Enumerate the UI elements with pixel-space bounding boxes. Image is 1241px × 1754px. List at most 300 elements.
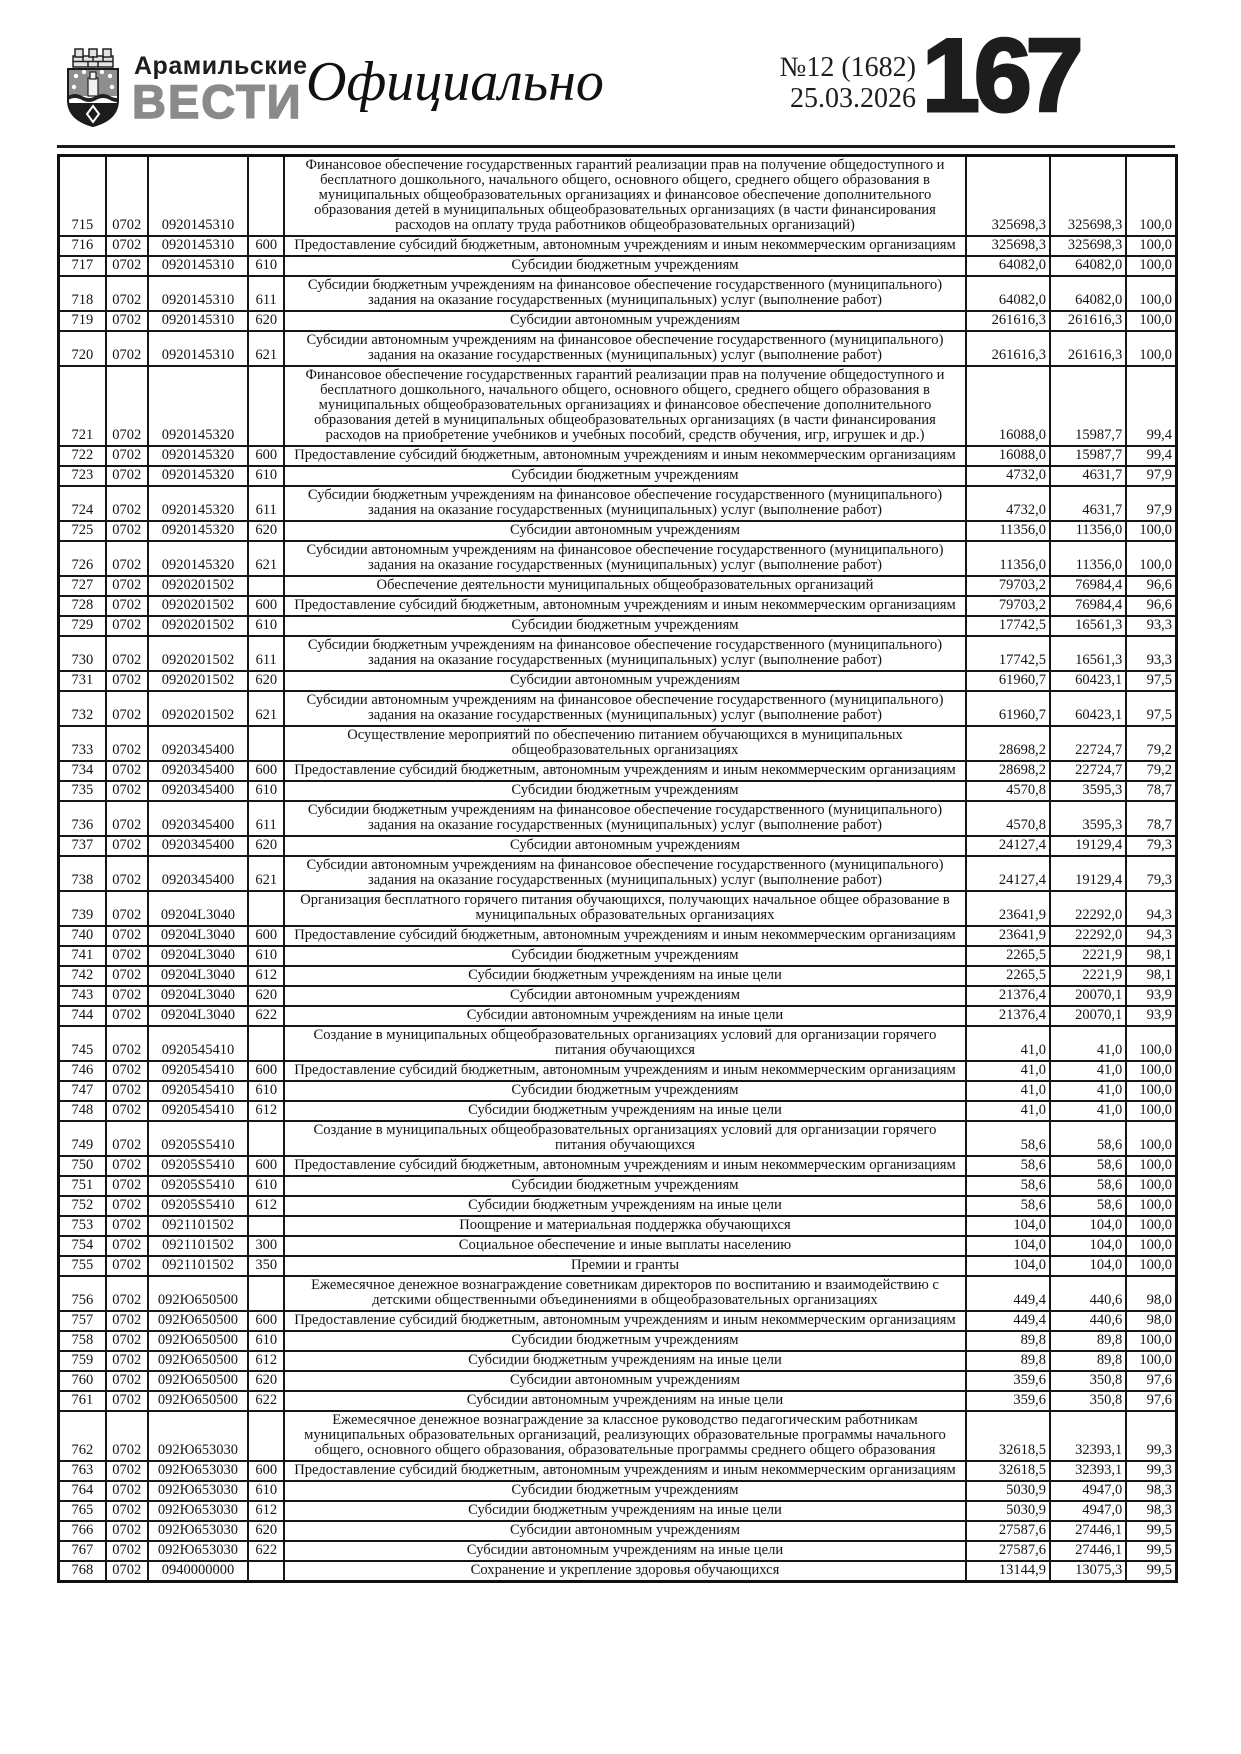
description-cell: Субсидии автономным учреждениям на финансовое обеспечение государственного (муниципального) задания на оказание государственных (муниципальных) услуг (выполнение работ) — [284, 331, 965, 366]
table-row — [59, 946, 1177, 966]
percent-cell: 100,0 — [1126, 1176, 1176, 1196]
percent-cell: 97,5 — [1126, 671, 1176, 691]
row-number-cell: 727 — [59, 576, 106, 596]
section-code-cell: 0702 — [106, 521, 148, 541]
coat-of-arms-icon — [60, 46, 126, 128]
target-article-cell: 092Ю653030 — [148, 1521, 248, 1541]
target-article-cell: 0920145320 — [148, 366, 248, 446]
description-cell: Создание в муниципальных общеобразовательных организациях условий для организации горячего питания обучающихся — [284, 1026, 965, 1061]
description-cell: Организация бесплатного горячего питания обучающихся, получающих начальное общее образование в муниципальных образовательных организациях — [284, 891, 965, 926]
section-code-cell: 0702 — [106, 891, 148, 926]
target-article-cell: 0920345400 — [148, 801, 248, 836]
table-row — [59, 1371, 1177, 1391]
target-article-cell: 0920145310 — [148, 256, 248, 276]
plan-amount-cell: 359,6 — [966, 1391, 1050, 1411]
percent-cell: 79,3 — [1126, 856, 1176, 891]
expense-type-cell — [248, 1216, 284, 1236]
section-code-cell: 0702 — [106, 1461, 148, 1481]
executed-amount-cell: 58,6 — [1050, 1176, 1126, 1196]
percent-cell: 100,0 — [1126, 1081, 1176, 1101]
percent-cell: 94,3 — [1126, 926, 1176, 946]
plan-amount-cell: 61960,7 — [966, 671, 1050, 691]
executed-amount-cell: 22724,7 — [1050, 726, 1126, 761]
percent-cell: 93,9 — [1126, 986, 1176, 1006]
table-row — [59, 1256, 1177, 1276]
table-row — [59, 691, 1177, 726]
section-code-cell: 0702 — [106, 926, 148, 946]
description-cell: Субсидии автономным учреждениям — [284, 521, 965, 541]
table-row — [59, 616, 1177, 636]
section-code-cell: 0702 — [106, 1561, 148, 1582]
percent-cell: 100,0 — [1126, 1026, 1176, 1061]
target-article-cell: 09205S5410 — [148, 1196, 248, 1216]
brand-name-top: Арамильские — [134, 52, 308, 80]
percent-cell: 99,5 — [1126, 1561, 1176, 1582]
description-cell: Субсидии автономным учреждениям — [284, 311, 965, 331]
section-code-cell: 0702 — [106, 1351, 148, 1371]
description-cell: Финансовое обеспечение государственных гарантий реализации прав на получение общедоступного и бесплатного дошкольного, начального общего, основного общего, среднего общего образования в муниципальных общеобразовательных организациях и финансовое обеспечение дополнительного образования детей в муниципальных общеобразовательных организациях (в части финансирования расходов на приобретение учебников и учебных пособий, средств обучения, игр, игрушек и др.) — [284, 366, 965, 446]
plan-amount-cell: 449,4 — [966, 1311, 1050, 1331]
section-code-cell: 0702 — [106, 256, 148, 276]
percent-cell: 100,0 — [1126, 1121, 1176, 1156]
row-number-cell: 747 — [59, 1081, 106, 1101]
plan-amount-cell: 2265,5 — [966, 946, 1050, 966]
section-code-cell: 0702 — [106, 671, 148, 691]
row-number-cell: 762 — [59, 1411, 106, 1461]
section-code-cell: 0702 — [106, 726, 148, 761]
expense-type-cell: 611 — [248, 486, 284, 521]
expense-type-cell: 612 — [248, 1101, 284, 1121]
expense-type-cell: 600 — [248, 1156, 284, 1176]
budget-table-container — [57, 154, 1178, 1583]
table-row — [59, 1196, 1177, 1216]
row-number-cell: 746 — [59, 1061, 106, 1081]
target-article-cell: 0920201502 — [148, 636, 248, 671]
section-code-cell: 0702 — [106, 1411, 148, 1461]
table-row — [59, 311, 1177, 331]
executed-amount-cell: 41,0 — [1050, 1081, 1126, 1101]
expense-type-cell: 621 — [248, 856, 284, 891]
target-article-cell: 092Ю653030 — [148, 1501, 248, 1521]
section-code-cell: 0702 — [106, 966, 148, 986]
percent-cell: 93,9 — [1126, 1006, 1176, 1026]
plan-amount-cell: 4570,8 — [966, 781, 1050, 801]
expense-type-cell: 600 — [248, 446, 284, 466]
target-article-cell: 09204L3040 — [148, 891, 248, 926]
percent-cell: 78,7 — [1126, 781, 1176, 801]
expense-type-cell: 620 — [248, 671, 284, 691]
executed-amount-cell: 64082,0 — [1050, 276, 1126, 311]
percent-cell: 100,0 — [1126, 1216, 1176, 1236]
section-code-cell: 0702 — [106, 1391, 148, 1411]
row-number-cell: 760 — [59, 1371, 106, 1391]
percent-cell: 100,0 — [1126, 1156, 1176, 1176]
plan-amount-cell: 11356,0 — [966, 521, 1050, 541]
row-number-cell: 765 — [59, 1501, 106, 1521]
expense-type-cell: 610 — [248, 946, 284, 966]
table-row — [59, 331, 1177, 366]
row-number-cell: 767 — [59, 1541, 106, 1561]
row-number-cell: 757 — [59, 1311, 106, 1331]
description-cell: Ежемесячное денежное вознаграждение советникам директоров по воспитанию и взаимодействию с детскими общественными объединениями в общеобразовательных организациях — [284, 1276, 965, 1311]
section-code-cell: 0702 — [106, 1101, 148, 1121]
section-code-cell: 0702 — [106, 236, 148, 256]
target-article-cell: 0920345400 — [148, 856, 248, 891]
row-number-cell: 741 — [59, 946, 106, 966]
table-row — [59, 1501, 1177, 1521]
target-article-cell: 0921101502 — [148, 1256, 248, 1276]
description-cell: Субсидии бюджетным учреждениям на финансовое обеспечение государственного (муниципального) задания на оказание государственных (муниципальных) услуг (выполнение работ) — [284, 486, 965, 521]
percent-cell: 93,3 — [1126, 636, 1176, 671]
description-cell: Предоставление субсидий бюджетным, автономным учреждениям и иным некоммерческим организациям — [284, 1156, 965, 1176]
description-cell: Субсидии бюджетным учреждениям — [284, 781, 965, 801]
expense-type-cell: 612 — [248, 1351, 284, 1371]
section-code-cell: 0702 — [106, 1371, 148, 1391]
description-cell: Финансовое обеспечение государственных гарантий реализации прав на получение общедоступного и бесплатного дошкольного, начального общего, основного общего, среднего общего образования в муниципальных общеобразовательных организациях и финансовое обеспечение дополнительного образования детей в муниципальных общеобразовательных организациях (в части финансирования расходов на оплату труда работников общеобразовательных организаций) — [284, 156, 965, 237]
expense-type-cell — [248, 1276, 284, 1311]
table-row — [59, 801, 1177, 836]
issue-block — [660, 52, 916, 114]
percent-cell: 94,3 — [1126, 891, 1176, 926]
section-code-cell: 0702 — [106, 156, 148, 237]
plan-amount-cell: 4732,0 — [966, 486, 1050, 521]
executed-amount-cell: 41,0 — [1050, 1061, 1126, 1081]
target-article-cell: 0920145310 — [148, 276, 248, 311]
plan-amount-cell: 27587,6 — [966, 1541, 1050, 1561]
executed-amount-cell: 60423,1 — [1050, 691, 1126, 726]
target-article-cell: 0920201502 — [148, 576, 248, 596]
target-article-cell: 092Ю650500 — [148, 1391, 248, 1411]
row-number-cell: 715 — [59, 156, 106, 237]
expense-type-cell: 600 — [248, 236, 284, 256]
section-code-cell: 0702 — [106, 1311, 148, 1331]
expense-type-cell: 610 — [248, 466, 284, 486]
percent-cell: 99,5 — [1126, 1521, 1176, 1541]
target-article-cell: 0920201502 — [148, 691, 248, 726]
row-number-cell: 761 — [59, 1391, 106, 1411]
expense-type-cell — [248, 1411, 284, 1461]
expense-type-cell: 611 — [248, 276, 284, 311]
target-article-cell: 092Ю650500 — [148, 1371, 248, 1391]
section-code-cell: 0702 — [106, 801, 148, 836]
table-row — [59, 1521, 1177, 1541]
target-article-cell: 0921101502 — [148, 1216, 248, 1236]
expense-type-cell — [248, 156, 284, 237]
section-code-cell: 0702 — [106, 366, 148, 446]
section-code-cell: 0702 — [106, 1501, 148, 1521]
plan-amount-cell: 24127,4 — [966, 856, 1050, 891]
target-article-cell: 0920345400 — [148, 781, 248, 801]
expense-type-cell: 610 — [248, 256, 284, 276]
percent-cell: 100,0 — [1126, 1351, 1176, 1371]
expense-type-cell: 620 — [248, 1371, 284, 1391]
percent-cell: 100,0 — [1126, 276, 1176, 311]
expense-type-cell: 600 — [248, 1461, 284, 1481]
executed-amount-cell: 440,6 — [1050, 1276, 1126, 1311]
target-article-cell: 0940000000 — [148, 1561, 248, 1582]
percent-cell: 100,0 — [1126, 331, 1176, 366]
table-row — [59, 486, 1177, 521]
executed-amount-cell: 104,0 — [1050, 1236, 1126, 1256]
plan-amount-cell: 41,0 — [966, 1101, 1050, 1121]
table-row — [59, 986, 1177, 1006]
executed-amount-cell: 350,8 — [1050, 1391, 1126, 1411]
section-code-cell: 0702 — [106, 1216, 148, 1236]
plan-amount-cell: 21376,4 — [966, 1006, 1050, 1026]
expense-type-cell — [248, 366, 284, 446]
row-number-cell: 755 — [59, 1256, 106, 1276]
section-code-cell: 0702 — [106, 1276, 148, 1311]
expense-type-cell: 621 — [248, 331, 284, 366]
table-row — [59, 1561, 1177, 1582]
plan-amount-cell: 17742,5 — [966, 616, 1050, 636]
table-row — [59, 761, 1177, 781]
table-row — [59, 926, 1177, 946]
description-cell: Предоставление субсидий бюджетным, автономным учреждениям и иным некоммерческим организациям — [284, 596, 965, 616]
plan-amount-cell: 32618,5 — [966, 1411, 1050, 1461]
plan-amount-cell: 16088,0 — [966, 446, 1050, 466]
executed-amount-cell: 41,0 — [1050, 1101, 1126, 1121]
percent-cell: 100,0 — [1126, 521, 1176, 541]
row-number-cell: 732 — [59, 691, 106, 726]
target-article-cell: 0920201502 — [148, 671, 248, 691]
table-row — [59, 1391, 1177, 1411]
table-row — [59, 1081, 1177, 1101]
executed-amount-cell: 22292,0 — [1050, 926, 1126, 946]
percent-cell: 100,0 — [1126, 236, 1176, 256]
table-row — [59, 236, 1177, 256]
description-cell: Субсидии автономным учреждениям — [284, 671, 965, 691]
issue-number: №12 (1682) — [779, 52, 916, 83]
executed-amount-cell: 76984,4 — [1050, 596, 1126, 616]
percent-cell: 100,0 — [1126, 1236, 1176, 1256]
expense-type-cell: 610 — [248, 616, 284, 636]
table-row — [59, 256, 1177, 276]
expense-type-cell: 611 — [248, 636, 284, 671]
section-code-cell: 0702 — [106, 276, 148, 311]
section-code-cell: 0702 — [106, 946, 148, 966]
table-row — [59, 576, 1177, 596]
plan-amount-cell: 41,0 — [966, 1081, 1050, 1101]
executed-amount-cell: 76984,4 — [1050, 576, 1126, 596]
expense-type-cell: 620 — [248, 986, 284, 1006]
target-article-cell: 0920545410 — [148, 1061, 248, 1081]
section-code-cell: 0702 — [106, 1061, 148, 1081]
expense-type-cell — [248, 891, 284, 926]
section-code-cell: 0702 — [106, 1521, 148, 1541]
percent-cell: 98,3 — [1126, 1481, 1176, 1501]
expense-type-cell: 620 — [248, 1521, 284, 1541]
executed-amount-cell: 27446,1 — [1050, 1541, 1126, 1561]
executed-amount-cell: 3595,3 — [1050, 781, 1126, 801]
row-number-cell: 743 — [59, 986, 106, 1006]
description-cell: Предоставление субсидий бюджетным, автономным учреждениям и иным некоммерческим организациям — [284, 1061, 965, 1081]
plan-amount-cell: 21376,4 — [966, 986, 1050, 1006]
plan-amount-cell: 64082,0 — [966, 256, 1050, 276]
description-cell: Осуществление мероприятий по обеспечению питанием обучающихся в муниципальных общеобразовательных организациях — [284, 726, 965, 761]
plan-amount-cell: 5030,9 — [966, 1501, 1050, 1521]
executed-amount-cell: 4947,0 — [1050, 1481, 1126, 1501]
plan-amount-cell: 61960,7 — [966, 691, 1050, 726]
expense-type-cell: 622 — [248, 1391, 284, 1411]
target-article-cell: 0920201502 — [148, 596, 248, 616]
table-row — [59, 1276, 1177, 1311]
expense-type-cell: 610 — [248, 781, 284, 801]
row-number-cell: 748 — [59, 1101, 106, 1121]
plan-amount-cell: 23641,9 — [966, 891, 1050, 926]
table-row — [59, 1061, 1177, 1081]
percent-cell: 78,7 — [1126, 801, 1176, 836]
target-article-cell: 0920145310 — [148, 331, 248, 366]
percent-cell: 100,0 — [1126, 1196, 1176, 1216]
target-article-cell: 0920545410 — [148, 1101, 248, 1121]
description-cell: Субсидии автономным учреждениям на финансовое обеспечение государственного (муниципального) задания на оказание государственных (муниципальных) услуг (выполнение работ) — [284, 691, 965, 726]
executed-amount-cell: 4947,0 — [1050, 1501, 1126, 1521]
table-row — [59, 726, 1177, 761]
section-code-cell: 0702 — [106, 486, 148, 521]
target-article-cell: 092Ю650500 — [148, 1311, 248, 1331]
executed-amount-cell: 350,8 — [1050, 1371, 1126, 1391]
section-code-cell: 0702 — [106, 1481, 148, 1501]
plan-amount-cell: 104,0 — [966, 1216, 1050, 1236]
expense-type-cell: 350 — [248, 1256, 284, 1276]
section-code-cell: 0702 — [106, 836, 148, 856]
executed-amount-cell: 64082,0 — [1050, 256, 1126, 276]
section-code-cell: 0702 — [106, 1006, 148, 1026]
row-number-cell: 733 — [59, 726, 106, 761]
table-row — [59, 1216, 1177, 1236]
row-number-cell: 717 — [59, 256, 106, 276]
percent-cell: 97,5 — [1126, 691, 1176, 726]
page-number: 167 — [922, 18, 1078, 134]
target-article-cell: 09204L3040 — [148, 1006, 248, 1026]
row-number-cell: 737 — [59, 836, 106, 856]
row-number-cell: 739 — [59, 891, 106, 926]
description-cell: Обеспечение деятельности муниципальных общеобразовательных организаций — [284, 576, 965, 596]
executed-amount-cell: 325698,3 — [1050, 156, 1126, 237]
plan-amount-cell: 28698,2 — [966, 726, 1050, 761]
percent-cell: 99,5 — [1126, 1541, 1176, 1561]
target-article-cell: 0920345400 — [148, 761, 248, 781]
row-number-cell: 751 — [59, 1176, 106, 1196]
target-article-cell: 0920545410 — [148, 1081, 248, 1101]
row-number-cell: 716 — [59, 236, 106, 256]
plan-amount-cell: 32618,5 — [966, 1461, 1050, 1481]
expense-type-cell: 621 — [248, 541, 284, 576]
table-row — [59, 541, 1177, 576]
description-cell: Премии и гранты — [284, 1256, 965, 1276]
description-cell: Предоставление субсидий бюджетным, автономным учреждениям и иным некоммерческим организациям — [284, 926, 965, 946]
description-cell: Субсидии бюджетным учреждениям — [284, 616, 965, 636]
executed-amount-cell: 22724,7 — [1050, 761, 1126, 781]
percent-cell: 100,0 — [1126, 1256, 1176, 1276]
target-article-cell: 0920145320 — [148, 541, 248, 576]
section-code-cell: 0702 — [106, 616, 148, 636]
description-cell: Создание в муниципальных общеобразовательных организациях условий для организации горячего питания обучающихся — [284, 1121, 965, 1156]
expense-type-cell: 622 — [248, 1006, 284, 1026]
percent-cell: 99,3 — [1126, 1411, 1176, 1461]
table-row — [59, 466, 1177, 486]
row-number-cell: 722 — [59, 446, 106, 466]
plan-amount-cell: 4732,0 — [966, 466, 1050, 486]
description-cell: Субсидии бюджетным учреждениям на финансовое обеспечение государственного (муниципального) задания на оказание государственных (муниципальных) услуг (выполнение работ) — [284, 276, 965, 311]
section-code-cell: 0702 — [106, 331, 148, 366]
table-row — [59, 366, 1177, 446]
expense-type-cell: 610 — [248, 1331, 284, 1351]
table-row — [59, 891, 1177, 926]
plan-amount-cell: 27587,6 — [966, 1521, 1050, 1541]
percent-cell: 97,6 — [1126, 1371, 1176, 1391]
table-row — [59, 966, 1177, 986]
description-cell: Субсидии автономным учреждениям на иные цели — [284, 1391, 965, 1411]
table-row — [59, 836, 1177, 856]
expense-type-cell: 610 — [248, 1081, 284, 1101]
row-number-cell: 729 — [59, 616, 106, 636]
expense-type-cell: 611 — [248, 801, 284, 836]
plan-amount-cell: 5030,9 — [966, 1481, 1050, 1501]
description-cell: Социальное обеспечение и иные выплаты населению — [284, 1236, 965, 1256]
section-code-cell: 0702 — [106, 856, 148, 891]
table-row — [59, 276, 1177, 311]
section-code-cell: 0702 — [106, 1196, 148, 1216]
description-cell: Ежемесячное денежное вознаграждение за классное руководство педагогическим работникам муниципальных образовательных организаций, реализующих образовательные программы начального общего, основного общего образования, образовательные программы среднего общего образования — [284, 1411, 965, 1461]
row-number-cell: 738 — [59, 856, 106, 891]
table-row — [59, 1331, 1177, 1351]
issue-date: 25.03.2026 — [790, 83, 916, 114]
row-number-cell: 745 — [59, 1026, 106, 1061]
plan-amount-cell: 4570,8 — [966, 801, 1050, 836]
percent-cell: 97,9 — [1126, 466, 1176, 486]
percent-cell: 98,1 — [1126, 966, 1176, 986]
plan-amount-cell: 79703,2 — [966, 576, 1050, 596]
row-number-cell: 726 — [59, 541, 106, 576]
plan-amount-cell: 17742,5 — [966, 636, 1050, 671]
description-cell: Субсидии автономным учреждениям на иные цели — [284, 1006, 965, 1026]
row-number-cell: 723 — [59, 466, 106, 486]
section-code-cell: 0702 — [106, 311, 148, 331]
expense-type-cell: 620 — [248, 836, 284, 856]
table-row — [59, 1006, 1177, 1026]
plan-amount-cell: 325698,3 — [966, 236, 1050, 256]
percent-cell: 100,0 — [1126, 311, 1176, 331]
executed-amount-cell: 11356,0 — [1050, 521, 1126, 541]
section-code-cell: 0702 — [106, 576, 148, 596]
description-cell: Субсидии бюджетным учреждениям на финансовое обеспечение государственного (муниципального) задания на оказание государственных (муниципальных) услуг (выполнение работ) — [284, 801, 965, 836]
target-article-cell: 09205S5410 — [148, 1121, 248, 1156]
table-row — [59, 1311, 1177, 1331]
row-number-cell: 752 — [59, 1196, 106, 1216]
executed-amount-cell: 15987,7 — [1050, 446, 1126, 466]
row-number-cell: 742 — [59, 966, 106, 986]
plan-amount-cell: 58,6 — [966, 1176, 1050, 1196]
section-code-cell: 0702 — [106, 761, 148, 781]
section-code-cell: 0702 — [106, 1081, 148, 1101]
executed-amount-cell: 22292,0 — [1050, 891, 1126, 926]
percent-cell: 97,6 — [1126, 1391, 1176, 1411]
row-number-cell: 725 — [59, 521, 106, 541]
executed-amount-cell: 2221,9 — [1050, 946, 1126, 966]
executed-amount-cell: 261616,3 — [1050, 311, 1126, 331]
section-code-cell: 0702 — [106, 1026, 148, 1061]
table-row — [59, 156, 1177, 237]
description-cell: Субсидии бюджетным учреждениям — [284, 1081, 965, 1101]
executed-amount-cell: 58,6 — [1050, 1121, 1126, 1156]
description-cell: Субсидии бюджетным учреждениям на иные цели — [284, 1101, 965, 1121]
expense-type-cell: 600 — [248, 1061, 284, 1081]
percent-cell: 98,1 — [1126, 946, 1176, 966]
table-row — [59, 1351, 1177, 1371]
target-article-cell: 09204L3040 — [148, 986, 248, 1006]
